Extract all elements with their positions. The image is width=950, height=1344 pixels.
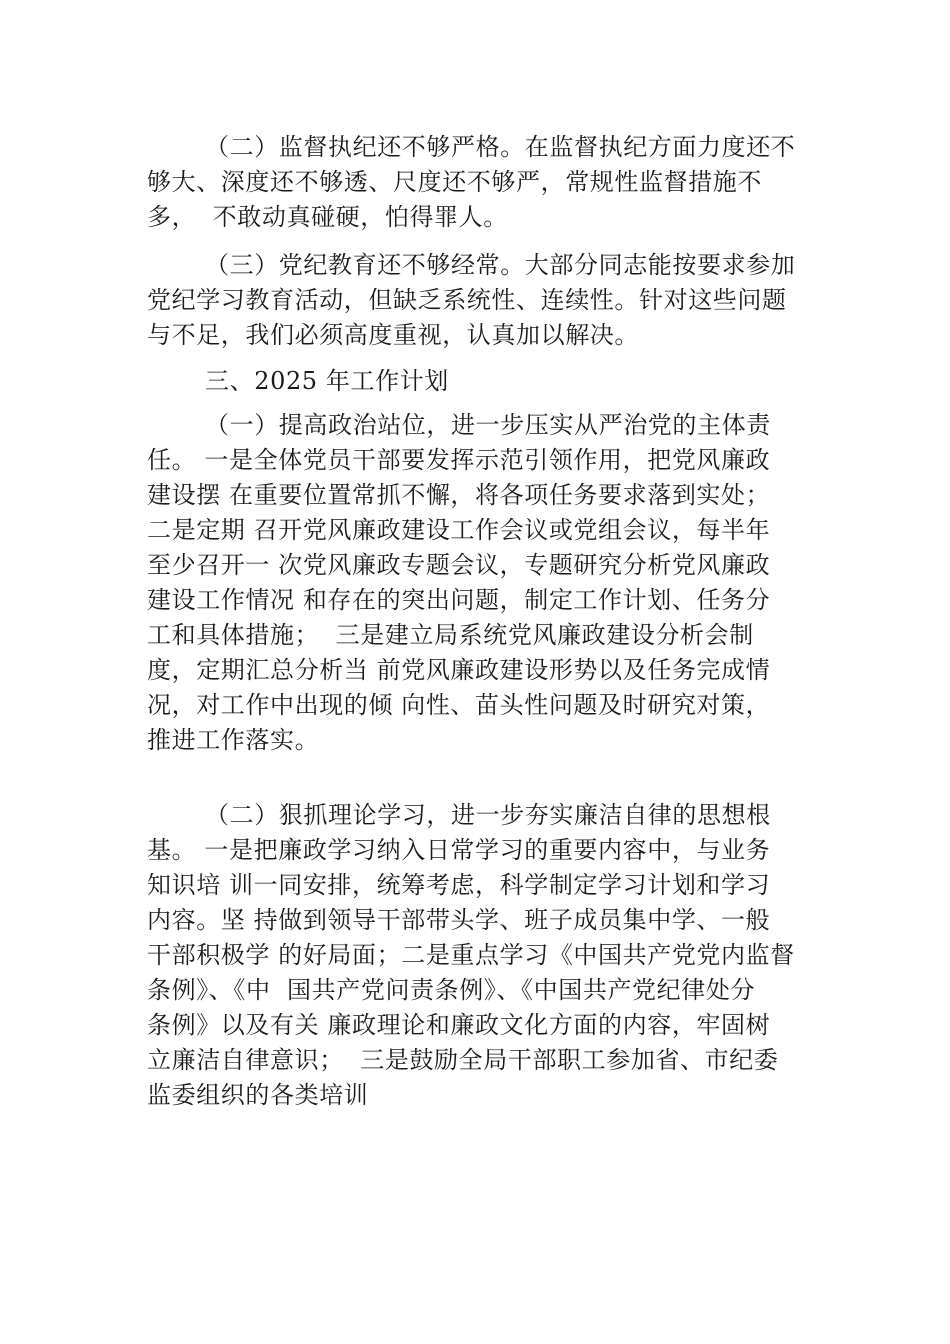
text-line: 与不足，我们必须高度重视，认真加以解决。 [147,321,639,349]
text-line: （二）监督执纪还不够严格。在监督执纪方面力度还不 [205,133,796,161]
text-line: 二是定期 召开党风廉政建设工作会议或党组会议，每半年 [147,516,771,544]
section-heading: 三、2025 年工作计划 [205,367,449,395]
text-line: 度，定期汇总分析当 前党风廉政建设形势以及任务完成情 [147,656,771,684]
text-line: 推进工作落实。 [147,726,320,754]
text-line: 条例》以及有关 廉政理论和廉政文化方面的内容，牢固树 [147,1011,771,1039]
text-line: 监委组织的各类培训 [147,1081,369,1109]
text-line: 建设摆 在重要位置常抓不懈，将各项任务要求落到实处； [147,481,771,509]
text-line: （二）狠抓理论学习，进一步夯实廉洁自律的思想根 [205,801,771,829]
text-line: 内容。坚 持做到领导干部带头学、班子成员集中学、一般 [147,906,771,934]
text-line: 基。 一是把廉政学习纳入日常学习的重要内容中，与业务 [147,836,771,864]
text-line: 至少召开一 次党风廉政专题会议，专题研究分析党风廉政 [147,551,771,579]
text-line: 立廉洁自律意识； 三是鼓励全局干部职工参加省、市纪委 [147,1046,779,1074]
text-line: 况，对工作中出现的倾 向性、苗头性问题及时研究对策， [147,691,771,719]
text-line: 工和具体措施； 三是建立局系统党风廉政建设分析会制 [147,621,754,649]
text-line: 任。 一是全体党员干部要发挥示范引领作用，把党风廉政 [147,446,771,474]
text-line: 党纪学习教育活动，但缺乏系统性、连续性。针对这些问题 [147,286,787,314]
text-line: 干部积极学 的好局面；二是重点学习《中国共产党党内监督 [147,941,795,969]
text-line: 够大、深度还不够透、尺度还不够严，常规性监督措施不 [147,168,762,196]
text-line: 知识培 训一同安排，统筹考虑，科学制定学习计划和学习 [147,871,771,899]
text-line: 多， 不敢动真碰硬，怕得罪人。 [147,203,508,231]
text-line: 建设工作情况 和存在的突出问题，制定工作计划、任务分 [147,586,771,614]
text-line: （三）党纪教育还不够经常。大部分同志能按要求参加 [205,251,796,279]
text-line: （一）提高政治站位，进一步压实从严治党的主体责 [205,411,771,439]
text-line: 条例》、《中 国共产党问责条例》、《中国共产党纪律处分 [147,976,756,1004]
